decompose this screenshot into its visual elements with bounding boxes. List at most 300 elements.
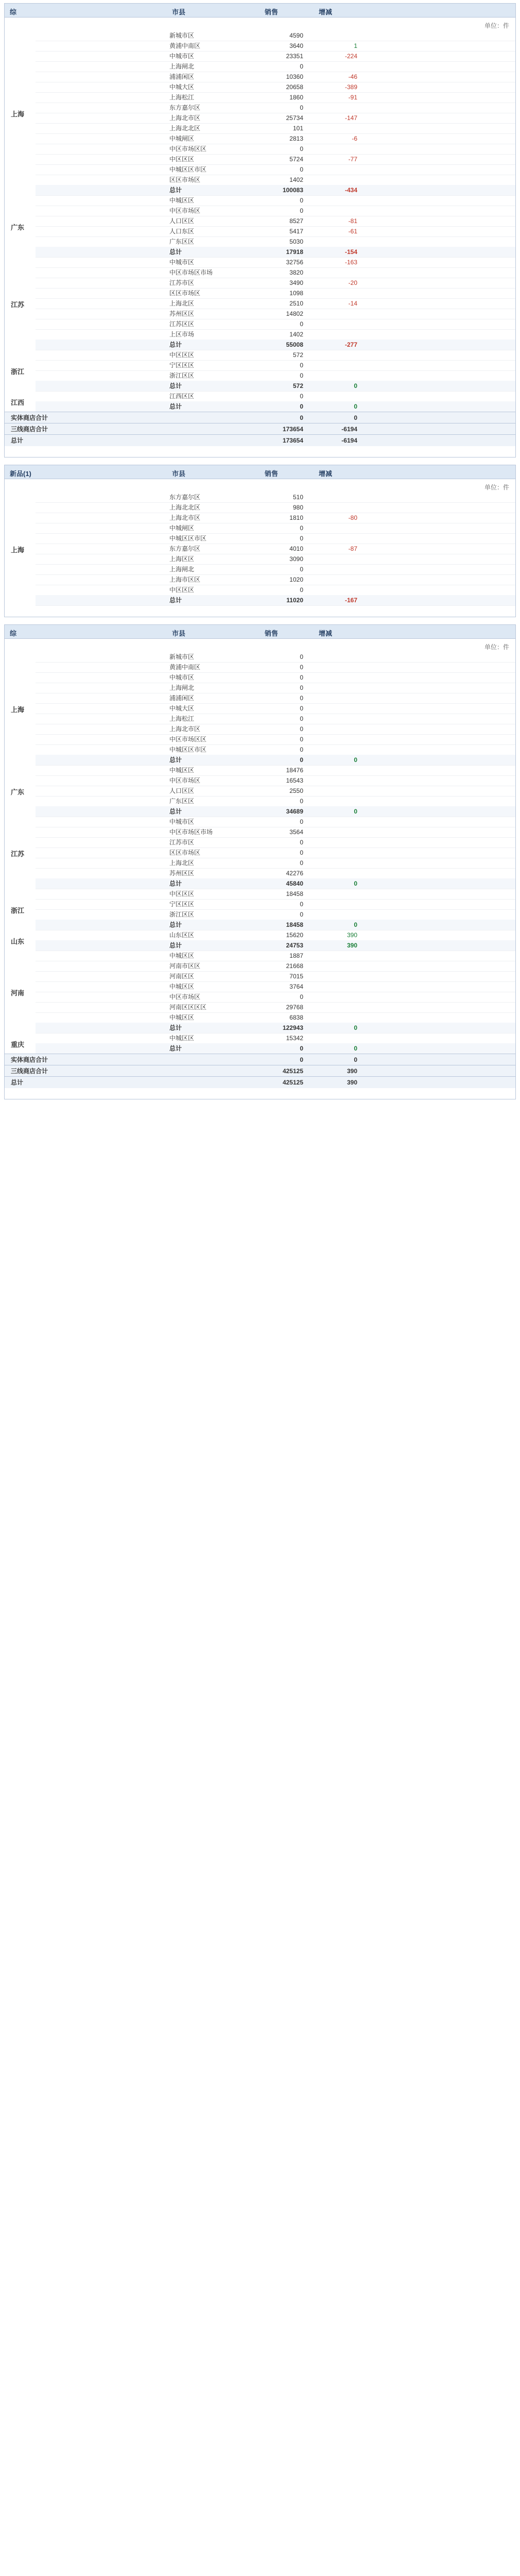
city-cell: 人口东区 [169,228,195,235]
city-cell: 中城市区 [169,674,195,681]
table-row [36,288,515,299]
city-cell: 宁区区区 [169,362,195,369]
city-cell: 江苏市区 [169,839,195,846]
city-cell: 浙江区区 [169,372,195,379]
header-sales: 销售 [265,470,279,478]
city-cell: 区区市场区 [169,849,201,856]
change-cell: 390 [346,931,357,939]
table-row [36,683,515,693]
change-cell: -61 [348,228,357,235]
table-row [36,206,515,216]
section-header [5,465,515,479]
city-cell: 中城大区 [169,705,195,712]
table-row [36,930,515,941]
table-row [36,786,515,796]
sales-cell: 5417 [289,228,303,235]
summary-label: 三线商店合计 [11,426,48,433]
change-cell: -80 [348,514,357,521]
sales-cell: 0 [300,725,303,733]
table-row [36,30,515,41]
table-row [36,775,515,786]
sales-cell: 23351 [286,53,303,60]
table-row [36,992,515,1003]
table-row [36,41,515,52]
table-row [36,693,515,704]
city-cell: 上海北市区 [169,725,201,733]
city-cell: 中区市场区 [169,207,201,214]
subtotal-row [36,1043,515,1054]
city-cell: 中区市场区 [169,993,201,1001]
summary-label: 实体商店合计 [11,414,48,421]
city-cell: 总计 [169,248,182,256]
city-cell: 山东区区 [169,931,195,939]
table-row [36,1002,515,1013]
table-row [36,123,515,134]
sales-cell: 1098 [289,290,303,297]
table-row [36,858,515,869]
city-cell: 总计 [169,1024,182,1031]
group-name: 重庆 [11,1041,25,1048]
city-cell: 上海北北区 [169,504,201,511]
sales-cell: 980 [292,504,303,511]
city-cell: 总计 [169,880,182,887]
group-name: 江苏 [11,301,25,309]
summary-sales: 173654 [282,426,303,433]
city-cell: 总计 [169,942,182,949]
table-row [36,391,515,402]
group-name: 上海 [11,110,25,118]
table-row [36,226,515,237]
subtotal-row [36,340,515,350]
table-row [36,765,515,776]
city-cell: 浙江区区 [169,911,195,918]
table-row [36,502,515,513]
city-cell: 总计 [169,756,182,764]
sales-cell: 24753 [286,942,303,949]
group-name: 浙江 [11,907,25,914]
change-cell: -434 [344,187,357,194]
group-name: 江苏 [11,850,25,858]
change-cell: -46 [348,73,357,80]
table-row [36,133,515,144]
change-cell: 1 [354,42,357,49]
summary-label: 总计 [11,437,24,444]
sales-cell: 55008 [286,341,303,348]
table-row [36,961,515,972]
change-cell: -163 [344,259,357,266]
table-row [36,868,515,879]
sales-cell: 18458 [286,921,303,928]
city-cell: 东方嘉尔区 [169,494,201,501]
report-section [0,3,520,457]
table-row [36,951,515,961]
sales-cell: 2510 [289,300,303,307]
table-row [36,724,515,735]
change-cell: -6 [352,135,357,142]
table-row [36,672,515,683]
table-row [36,92,515,103]
summary-row [5,434,515,446]
sales-cell: 3764 [289,983,303,990]
table-row [36,523,515,534]
city-cell: 宁区区区 [169,901,195,908]
table-row [36,103,515,113]
sales-cell: 5030 [289,238,303,245]
summary-change: 0 [354,414,357,421]
summary-label: 实体商店合计 [11,1056,48,1063]
change-cell: -20 [348,279,357,286]
sales-cell: 0 [300,798,303,805]
header-province: 综 [10,630,17,637]
table-row [36,216,515,227]
sales-cell: 15342 [286,1035,303,1042]
table-row [36,113,515,124]
subtotal-row [36,185,515,196]
sales-cell: 0 [300,746,303,753]
table-row [36,267,515,278]
sales-cell: 0 [300,674,303,681]
sales-cell: 0 [300,320,303,328]
sales-cell: 0 [300,1045,303,1052]
sales-cell: 1402 [289,176,303,183]
header-change: 增减 [319,8,333,16]
table-row [36,309,515,319]
city-cell: 中城大区 [169,83,195,91]
sales-cell: 18476 [286,767,303,774]
city-cell: 人口区区 [169,787,195,794]
table-row [36,298,515,309]
section-frame [4,465,516,617]
sales-cell: 45840 [286,880,303,887]
city-cell: 河南市区区 [169,962,201,970]
table-row [36,513,515,523]
summary-sales: 425125 [282,1079,303,1086]
header-sales: 销售 [265,630,279,637]
header-city: 市县 [172,630,186,637]
change-cell: 0 [354,403,357,410]
table-row [36,971,515,982]
city-cell: 中区市场区市场 [169,828,213,836]
change-cell: -14 [348,300,357,307]
city-cell: 中城区区市区 [169,746,207,753]
city-cell: 中城区区 [169,197,195,204]
sales-cell: 16543 [286,777,303,784]
sales-cell: 0 [300,566,303,573]
city-cell: 上海松江 [169,715,195,722]
table-row [36,1033,515,1044]
header-province: 新品(1) [10,470,31,478]
sales-cell: 3640 [289,42,303,49]
change-cell: 0 [354,880,357,887]
city-cell: 上海区区 [169,555,195,563]
table-row [36,51,515,62]
sales-cell: 0 [300,653,303,660]
city-cell: 上海北市区 [169,114,201,122]
sales-cell: 0 [300,839,303,846]
city-cell: 中区区区 [169,586,195,594]
table-row [36,533,515,544]
sales-cell: 1402 [289,331,303,338]
sales-cell: 1887 [289,952,303,959]
sales-cell: 2813 [289,135,303,142]
sales-cell: 0 [300,393,303,400]
city-cell: 中城市区 [169,259,195,266]
city-cell: 中城区区 [169,767,195,774]
sales-cell: 0 [300,993,303,1001]
city-cell: 中城区区 [169,952,195,959]
city-cell: 河南区区 [169,973,195,980]
city-cell: 上海闸北 [169,63,195,70]
sales-cell: 0 [300,859,303,867]
table-row [36,1012,515,1023]
sales-cell: 122943 [282,1024,303,1031]
table-row [36,909,515,920]
change-cell: -147 [344,114,357,122]
summary-row [5,1065,515,1077]
sales-cell: 0 [300,197,303,204]
table-row [36,662,515,673]
sales-cell: 0 [300,818,303,825]
city-cell: 上海北区 [169,859,195,867]
sales-cell: 0 [300,372,303,379]
change-cell: 0 [354,1045,357,1052]
summary-sales: 425125 [282,1067,303,1075]
table-row [36,652,515,663]
table-row [36,61,515,72]
change-cell: 0 [354,756,357,764]
sales-cell: 3490 [289,279,303,286]
section-header [5,4,515,18]
table-row [36,744,515,755]
sales-cell: 0 [300,104,303,111]
city-cell: 广东区区 [169,798,195,805]
summary-row [5,1076,515,1088]
sales-cell: 1020 [289,576,303,583]
sales-cell: 0 [300,535,303,542]
city-cell: 中城区区 [169,1014,195,1021]
city-cell: 新城市区 [169,653,195,660]
city-cell: 总计 [169,921,182,928]
city-cell: 东方嘉尔区 [169,545,201,552]
change-cell: -224 [344,53,357,60]
subtotal-row [36,755,515,766]
section-frame [4,3,516,457]
sales-cell: 4590 [289,32,303,39]
table-row [36,554,515,565]
subtotal-row [36,940,515,951]
city-cell: 上区市场 [169,331,195,338]
city-cell: 总计 [169,341,182,348]
table-row [36,899,515,910]
change-cell: -154 [344,248,357,256]
header-city: 市县 [172,470,186,478]
city-cell: 东方嘉尔区 [169,104,201,111]
table-row [36,714,515,724]
report-section [0,624,520,1099]
city-cell: 中城闸区 [169,524,195,532]
subtotal-row [36,247,515,258]
group-name: 山东 [11,938,25,945]
sales-cell: 0 [300,524,303,532]
group-name: 浙江 [11,368,25,376]
sales-cell: 0 [300,664,303,671]
table-row [36,981,515,992]
change-cell: 0 [354,382,357,389]
subtotal-row [36,920,515,930]
summary-row [5,423,515,435]
table-row [36,848,515,858]
sales-cell: 10360 [286,73,303,80]
section-header [5,625,515,639]
city-cell: 区区市场区 [169,290,201,297]
table-row [36,82,515,93]
table-row [36,574,515,585]
city-cell: 浦浦闲区 [169,73,195,80]
change-cell: -81 [348,217,357,225]
city-cell: 中城区区市区 [169,535,207,542]
city-cell: 中区市场区区 [169,736,207,743]
city-cell: 中城区区市区 [169,166,207,173]
table-row [36,175,515,185]
sales-cell: 0 [300,145,303,152]
sales-cell: 29768 [286,1004,303,1011]
header-change: 增减 [319,470,333,478]
city-cell: 河南区区区区 [169,1004,207,1011]
sales-cell: 21668 [286,962,303,970]
sales-cell: 1860 [289,94,303,101]
summary-change: 0 [354,1056,357,1063]
city-cell: 中区市场区市场 [169,269,213,276]
sales-cell: 0 [300,63,303,70]
table-row [36,164,515,175]
sales-cell: 0 [300,705,303,712]
table-row [36,370,515,381]
sales-cell: 42276 [286,870,303,877]
unit-label: 单位：件 [484,643,509,651]
sales-cell: 100083 [282,187,303,194]
sales-cell: 572 [292,382,303,389]
table-row [36,734,515,745]
table-row [36,837,515,848]
city-cell: 中城市区 [169,53,195,60]
header-change: 增减 [319,630,333,637]
city-cell: 上海闸北 [169,566,195,573]
summary-change: -6194 [341,426,357,433]
group-name: 上海 [11,706,25,714]
city-cell: 上海松江 [169,94,195,101]
table-row [36,827,515,838]
city-cell: 人口区区 [169,217,195,225]
summary-row [5,1054,515,1065]
sales-cell: 0 [300,403,303,410]
city-cell: 黄浦中南区 [169,42,201,49]
city-cell: 中区市场区 [169,777,201,784]
sales-cell: 14802 [286,310,303,317]
sales-cell: 510 [292,494,303,501]
city-cell: 中城市区 [169,818,195,825]
table-row [36,257,515,268]
header-sales: 销售 [265,8,279,16]
city-cell: 上海北市区 [169,514,201,521]
summary-label: 三线商店合计 [11,1067,48,1075]
sales-cell: 3090 [289,555,303,563]
city-cell: 中城闸区 [169,135,195,142]
sales-cell: 20658 [286,83,303,91]
city-cell: 上海北北区 [169,125,201,132]
unit-label: 单位：件 [484,484,509,491]
summary-label: 总计 [11,1079,24,1086]
city-cell: 上海北区 [169,300,195,307]
change-cell: -91 [348,94,357,101]
city-cell: 苏州区区 [169,870,195,877]
city-cell: 苏州区区 [169,310,195,317]
table-row [36,236,515,247]
city-cell: 浦浦闲区 [169,694,195,702]
change-cell: -389 [344,83,357,91]
sales-cell: 7015 [289,973,303,980]
table-row [36,319,515,330]
sales-cell: 3820 [289,269,303,276]
sales-cell: 0 [300,911,303,918]
summary-change: -6194 [341,437,357,444]
sales-cell: 32756 [286,259,303,266]
city-cell: 总计 [169,382,182,389]
subtotal-row [36,401,515,412]
city-cell: 江苏市区 [169,279,195,286]
group-name: 广东 [11,224,25,231]
summary-sales: 173654 [282,437,303,444]
sales-cell: 0 [300,362,303,369]
change-cell: -167 [344,597,357,604]
change-cell: 390 [346,942,357,949]
table-row [36,144,515,155]
city-cell: 中区区区 [169,156,195,163]
sales-cell: 0 [300,586,303,594]
city-cell: 广东区区 [169,238,195,245]
sales-cell: 2550 [289,787,303,794]
change-cell: -277 [344,341,357,348]
sales-cell: 0 [300,736,303,743]
table-row [36,817,515,827]
city-cell: 区区市场区 [169,176,201,183]
city-cell: 中区区区 [169,351,195,359]
sales-cell: 101 [292,125,303,132]
table-row [36,360,515,371]
subtotal-row [36,595,515,606]
sales-cell: 0 [300,849,303,856]
sales-cell: 572 [292,351,303,359]
subtotal-row [36,1023,515,1033]
sales-cell: 0 [300,756,303,764]
change-cell: -87 [348,545,357,552]
section-frame [4,624,516,1099]
report-section [0,465,520,617]
city-cell: 总计 [169,808,182,815]
sales-cell: 15620 [286,931,303,939]
city-cell: 江西区区 [169,393,195,400]
city-cell: 中城区区 [169,983,195,990]
header-province: 综 [10,8,17,16]
table-row [36,350,515,361]
sales-cell: 25734 [286,114,303,122]
summary-sales: 0 [300,414,303,421]
table-row [36,796,515,807]
city-cell: 总计 [169,597,182,604]
table-row [36,329,515,340]
table-row [36,72,515,82]
summary-change: 390 [346,1079,357,1086]
sales-cell: 0 [300,166,303,173]
